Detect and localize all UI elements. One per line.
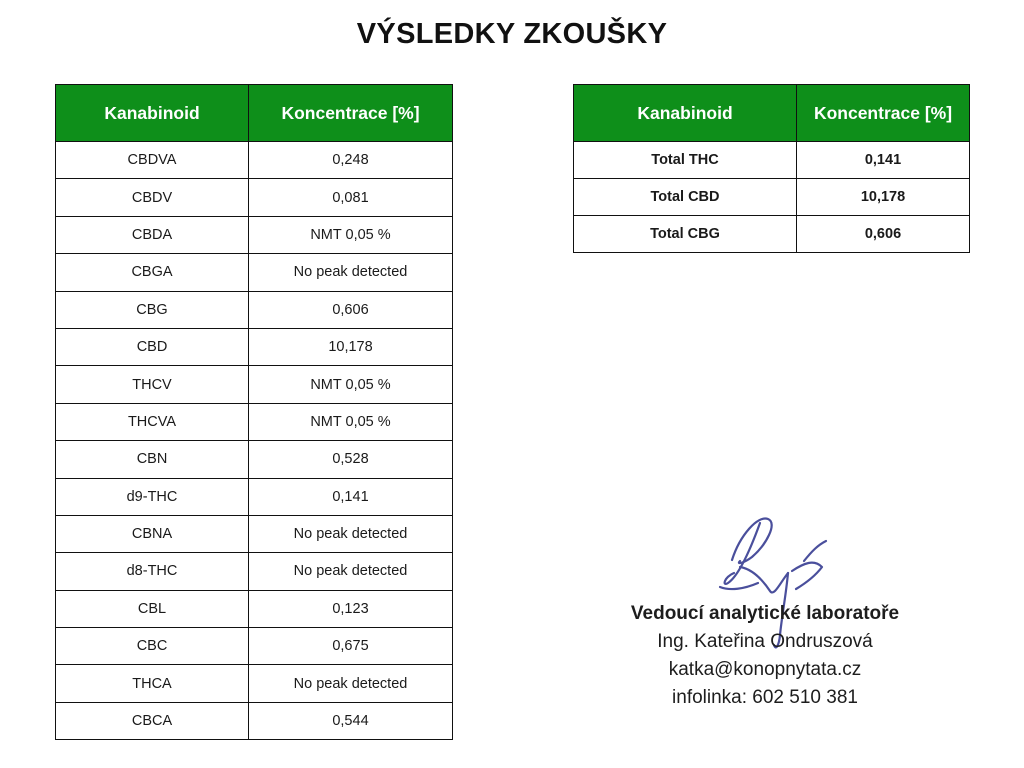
concentration-cell: 0,081 bbox=[249, 179, 453, 216]
cannabinoid-name-cell: d9-THC bbox=[56, 478, 249, 515]
cannabinoid-name-cell: CBN bbox=[56, 441, 249, 478]
column-header-concentration: Koncentrace [%] bbox=[249, 85, 453, 142]
table-row bbox=[56, 328, 453, 365]
column-header-cannabinoid: Kanabinoid bbox=[56, 85, 249, 142]
table-header-row bbox=[574, 85, 970, 142]
concentration-cell: NMT 0,05 % bbox=[249, 216, 453, 253]
cannabinoid-name-cell: Total THC bbox=[574, 142, 797, 179]
table-row bbox=[56, 515, 453, 552]
table-row bbox=[56, 553, 453, 590]
concentration-cell: 0,606 bbox=[797, 216, 970, 253]
cannabinoid-name-cell: THCV bbox=[56, 366, 249, 403]
table-row bbox=[56, 665, 453, 702]
table-row bbox=[574, 179, 970, 216]
signatory-name: Ing. Kateřina Ondruszová bbox=[657, 631, 873, 652]
concentration-cell: NMT 0,05 % bbox=[249, 403, 453, 440]
concentration-cell: No peak detected bbox=[249, 665, 453, 702]
concentration-cell: 0,544 bbox=[249, 702, 453, 739]
cannabinoid-name-cell: CBL bbox=[56, 590, 249, 627]
cannabinoid-name-cell: Total CBG bbox=[574, 216, 797, 253]
concentration-cell: 10,178 bbox=[249, 328, 453, 365]
cannabinoid-name-cell: d8-THC bbox=[56, 553, 249, 590]
table-row bbox=[56, 366, 453, 403]
table-row bbox=[56, 179, 453, 216]
concentration-cell: 0,123 bbox=[249, 590, 453, 627]
table-row bbox=[56, 216, 453, 253]
cannabinoid-results-table bbox=[55, 84, 453, 740]
concentration-cell: 10,178 bbox=[797, 179, 970, 216]
cannabinoid-name-cell: THCA bbox=[56, 665, 249, 702]
table-row bbox=[56, 142, 453, 179]
table-row bbox=[56, 254, 453, 291]
cannabinoid-name-cell: Total CBD bbox=[574, 179, 797, 216]
table-row bbox=[56, 403, 453, 440]
table-row bbox=[56, 702, 453, 739]
table-row bbox=[56, 628, 453, 665]
concentration-cell: 0,141 bbox=[797, 142, 970, 179]
concentration-cell: NMT 0,05 % bbox=[249, 366, 453, 403]
table-row bbox=[56, 590, 453, 627]
cannabinoid-name-cell: CBDV bbox=[56, 179, 249, 216]
concentration-cell: No peak detected bbox=[249, 553, 453, 590]
concentration-cell: 0,141 bbox=[249, 478, 453, 515]
cannabinoid-name-cell: THCVA bbox=[56, 403, 249, 440]
concentration-cell: 0,675 bbox=[249, 628, 453, 665]
cannabinoid-name-cell: CBDA bbox=[56, 216, 249, 253]
concentration-cell: No peak detected bbox=[249, 254, 453, 291]
cannabinoid-name-cell: CBC bbox=[56, 628, 249, 665]
cannabinoid-name-cell: CBG bbox=[56, 291, 249, 328]
signatory-role: Vedoucí analytické laboratoře bbox=[630, 603, 900, 624]
column-header-concentration: Koncentrace [%] bbox=[797, 85, 970, 142]
table-row bbox=[574, 142, 970, 179]
table-header-row bbox=[56, 85, 453, 142]
concentration-cell: No peak detected bbox=[249, 515, 453, 552]
cannabinoid-name-cell: CBGA bbox=[56, 254, 249, 291]
cannabinoid-name-cell: CBDVA bbox=[56, 142, 249, 179]
concentration-cell: 0,528 bbox=[249, 441, 453, 478]
table-row bbox=[56, 291, 453, 328]
column-header-cannabinoid: Kanabinoid bbox=[574, 85, 797, 142]
table-row bbox=[56, 478, 453, 515]
cannabinoid-name-cell: CBNA bbox=[56, 515, 249, 552]
page-title: VÝSLEDKY ZKOUŠKY bbox=[356, 18, 668, 50]
concentration-cell: 0,248 bbox=[249, 142, 453, 179]
concentration-cell: 0,606 bbox=[249, 291, 453, 328]
totals-table bbox=[573, 84, 970, 253]
cannabinoid-name-cell: CBD bbox=[56, 328, 249, 365]
signature-block bbox=[600, 600, 930, 712]
signatory-email: katka@konopnytata.cz bbox=[668, 659, 862, 680]
table-row bbox=[56, 441, 453, 478]
cannabinoid-name-cell: CBCA bbox=[56, 702, 249, 739]
signatory-phone: infolinka: 602 510 381 bbox=[672, 687, 858, 708]
table-row bbox=[574, 216, 970, 253]
